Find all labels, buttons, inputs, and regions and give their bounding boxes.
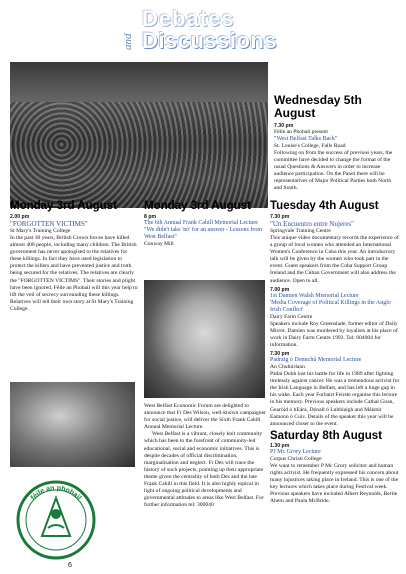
wednesday-block [274,94,398,196]
relatives-photo [10,382,135,467]
tuesday-e1-venue: Springvale Training Centre [270,228,331,234]
monday-forgotten-victims [10,200,138,380]
wednesday-time: 7.30 pm [274,123,294,129]
tuesday-e3-body: Pádaí Dubh lost his battle for life in 1989 after fighting tirelessly against cancer. He was a tremendous activist for the Irish Language in Belfast, and has left a huge gap in his wake. Each year Forbairt Feirste organise this lecture in his memory. Previous speakers include Cathal Goan, Gearóid ó hEára, Dónall ó Lubhlaigh and Máistúr Eamonn ó Cuív. Details of the speaker this year will be announced closer to the event. [270,371,400,427]
saturday-venue: Corpus Christi College [270,455,322,462]
wednesday-heading: Wednesday 5th August [274,94,362,120]
monday1-time: 2.00 pm [10,214,30,220]
header-title-discussions: Discussions [142,28,278,53]
wednesday-body: Following on from the success of previous years, the committee have decided to change the format of the usual Questions & Answers in order to increase audience participation. On the Panel there will be representatives of Major Political Parties both North and South. [274,150,393,192]
monday2-text [144,403,266,568]
monday2-body-2: West Belfast is a vibrant, closely knit community which has been to the forefront of community-led educational, social and economic initiatives. This is despite decades of official discrimination, marginalisation and neglect. Fr Des will trace the history of such projects, pointing up their appropriate theme given the centrality of both Des and the late Frank Cahill in this field. It is also highly topical in light of ongoing political developments and governmental attitudes to areas like West Belfast. For further information tel: 300040 [144,431,264,509]
wednesday-event: "West Belfast Talks Back" [274,136,338,142]
saturday-heading: Saturday 8th August [270,429,383,442]
saturday-body: We want to remember P Mc Grory solicitor and human rights activist. He frequently expressed his concern about many injustices taking place in Ireland. This is one of the key lectures which takes place during Festival week. Previous speakers have included Albert Reynolds, Bertie Ahern and Paula McBride. [270,462,399,505]
tuesday-e1-time: 7.30 pm [270,214,290,220]
monday1-body: In the past 30 years, British Crown forces have killed almost 400 people, including many children. The British government has never apologised to the relatives for these killings. In fact they have used legislation to protect the killers and have prevented justice and truth being secured for the relatives. The relatives are clearly the "FORGOTTEN VICTIMS". Their stories and plight have been ignored. Féile an Phobail will this year help to lift the veil of secrecy surrounding these killings. Relatives will tell their own story at St Mary's Training College. [10,235,138,312]
tuesday-e2-time: 7.00 pm [270,286,290,293]
header-title-debates: Debates [142,6,235,31]
header-and: and [122,33,134,50]
tuesday-e2-event: 1st Damien Walsh Memorial Lecture [270,292,359,299]
monday2-event-subtitle: "We didn't take 'no' for an answer - Lessons from West Belfast" [144,227,263,240]
speaker-portrait [144,280,265,398]
tuesday-saturday-column [270,200,400,572]
feile-logo [14,478,98,562]
tuesday-e3-venue: An Chultúrlann [270,364,305,371]
tuesday-e2-event-subtitle: 'Media Coverage of Political Killings in the Anglo Irish Conflict' [270,299,391,313]
monday2-time: 8 pm [144,214,157,220]
tuesday-e3-time: 7.30 pm [270,351,290,358]
monday-frank-cahill-lecture [144,200,266,280]
page-number: 6 [68,562,72,569]
tuesday-e2-body: Speakers include Roy Greenslade, former editor of Daily Mirror. Damien was murdered by loyalists at his place of work in Dairy Farm Centre 1993. Tel: 604004 for information. [270,320,398,348]
wednesday-org: Féile an Phobail present [274,129,328,135]
audience-photo [10,62,268,208]
tuesday-e3-event: Pádraig ó Donnchú Memorial Lecture [270,357,362,364]
saturday-event: PJ Mc Grory Lecture [270,448,321,455]
monday-heading-1: Monday 3rd August [10,200,117,212]
saturday-time: 1.30 pm [270,442,290,449]
tuesday-e1-body: This unique video documentary records the experience of a group of local women who attended an International Women's Conference in Cuba this year. An introductory talk will be given by the women who took part in the event. Guest speakers from the Cuba Support Group Ireland and the Cuban Government will also address the audience. Open to all. [270,235,399,284]
tuesday-e2-venue: Dairy Farm Centre [270,313,313,320]
tuesday-e1-event: "Un Encuentro entre Nujeres" [270,220,355,228]
wednesday-venue: St. Louise's College, Falls Road [274,143,346,149]
monday-heading-2: Monday 3rd August [144,200,251,212]
tuesday-heading: Tuesday 4th August [270,200,379,212]
monday1-venue: St Mary's Training College [10,228,71,234]
monday2-venue: Conway Mill [144,241,174,247]
feile-logo-icon [14,478,98,562]
monday2-body: West Belfast Economic Forum are delighted to announce that Fr Des Wilson, well-known campaigner for social justice, will deliver the Sixth Frank Cahill Annual Memorial Lecture. [144,403,266,431]
logo-text: féile an phobail [29,484,83,502]
monday2-event: The 6th Annual Frank Cahill Memorial Lecture [144,220,258,226]
monday1-event: "FORGOTTEN VICTIMS" [10,220,88,228]
